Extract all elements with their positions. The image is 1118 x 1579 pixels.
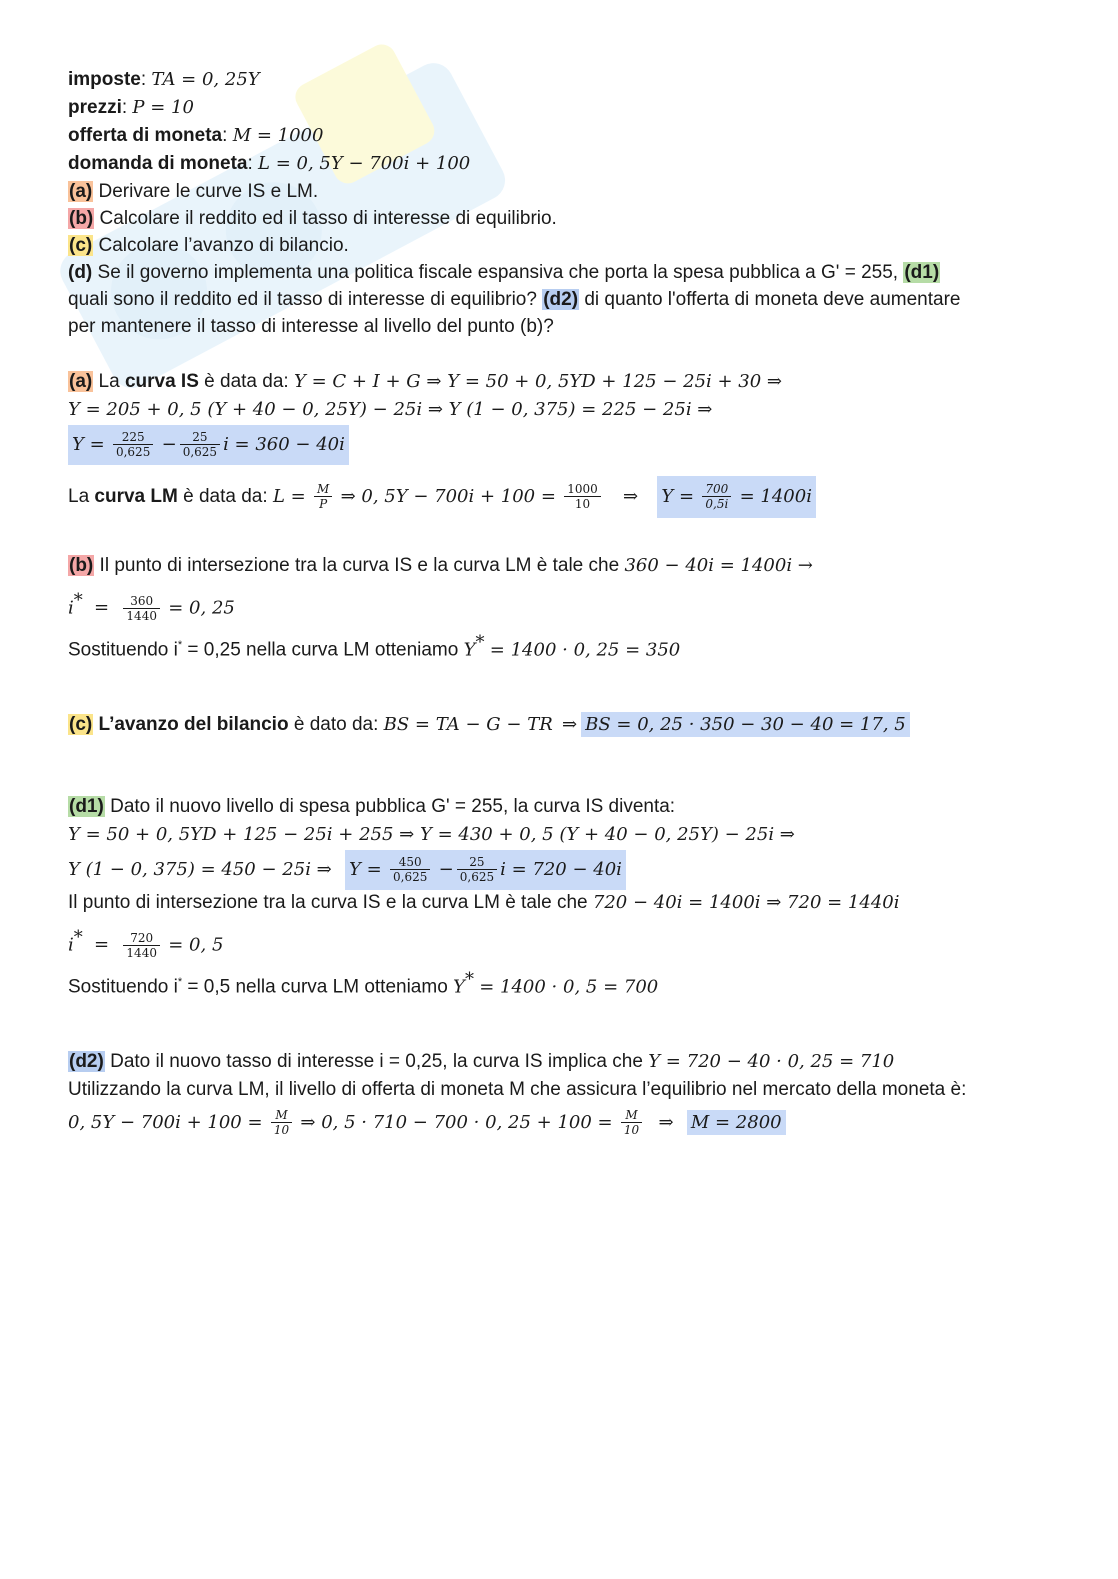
sol-b-y-star: Sostituendo i* = 0,25 nella curva LM otteniamo Y* = 1400 · 0, 25 = 350 — [68, 632, 681, 661]
sol-d2-line1: (d2) Dato il nuovo tasso di interesse i = 0,25, la curva IS implica che Y = 720 − 40 · 0, 25 = 710 — [69, 1051, 895, 1072]
sol-d1-line2: Y = 50 + 0, 5YD + 125 − 25i + 255 ⇒ Y = 430 + 0, 5 (Y + 40 − 0, 25Y) − 25i ⇒ — [68, 824, 795, 845]
sol-d1-i-star: i* = $\frac{720}{1440}$ = 0, 5 — [68, 927, 224, 960]
given-domanda: domanda di moneta: L = 0, 5Y − 700i + 100 — [68, 153, 471, 174]
question-d-line2: quali sono il reddito ed il tasso di interesse di equilibrio? (d2) di quanto l'offerta di moneta deve aumentare — [68, 289, 961, 310]
question-a: (a) Derivare le curve IS e LM. — [69, 181, 319, 202]
given-imposte: imposte: TA = 0, 25Y — [68, 69, 260, 90]
question-c: (c) Calcolare l’avanzo di bilancio. — [69, 235, 349, 256]
sol-a-is-result: Y = $\frac{225}{0,625}$ − $\frac{25}{0,625}$ i = 360 − 40i — [68, 425, 349, 461]
given-offerta: offerta di moneta: M = 1000 — [68, 125, 324, 146]
sol-d2-eq: 0, 5Y − 700i + 100 = $\frac{M}{10}$ ⇒ 0, 5 · 710 − 700 · 0, 25 + 100 = $\frac{M}{10}$ ⇒ M = 2800 — [68, 1104, 786, 1142]
sol-a-lm: La curva LM è data da: L = $\frac{M}{P}$ ⇒ 0, 5Y − 700i + 100 = $\frac{1000}{10}$ ⇒ Y = $\frac{700}{0,5i}$ = 1400i — [68, 476, 816, 514]
given-prezzi: prezzi: P = 10 — [68, 97, 194, 118]
sol-b-line1: (b) Il punto di intersezione tra la curva IS e la curva LM è tale che 360 − 40i = 1400i → — [69, 555, 813, 576]
sol-b-i-star: i* = $\frac{360}{1440}$ = 0, 25 — [68, 590, 235, 623]
sol-c: (c) L’avanzo del bilancio è dato da: BS = TA − G − TR ⇒ BS = 0, 25 · 350 − 30 − 40 = 17, 5 — [68, 712, 910, 738]
sol-a-line2: Y = 205 + 0, 5 (Y + 40 − 0, 25Y) − 25i ⇒ Y (1 − 0, 375) = 225 − 25i ⇒ — [68, 399, 713, 420]
sol-d1-is: Y (1 − 0, 375) = 450 − 25i ⇒ Y = $\frac{450}{0,625}$ − $\frac{25}{0,625}$ i = 720 − 40i — [68, 850, 626, 886]
question-d-line3: per mantenere il tasso di interesse al livello del punto (b)? — [68, 316, 554, 337]
sol-d1-intersection: Il punto di intersezione tra la curva IS e la curva LM è tale che 720 − 40i = 1400i ⇒ 720 = 1440i — [68, 892, 900, 913]
sol-d1-line1: (d1) Dato il nuovo livello di spesa pubblica G' = 255, la curva IS diventa: — [69, 796, 676, 817]
question-b: (b) Calcolare il reddito ed il tasso di interesse di equilibrio. — [69, 208, 557, 229]
sol-d2-line2: Utilizzando la curva LM, il livello di offerta di moneta M che assicura l’equilibrio nel mercato della moneta è: — [68, 1079, 967, 1100]
question-d-line1: (d) Se il governo implementa una politica fiscale espansiva che porta la spesa pubblica a G' = 255, (d1) — [68, 262, 940, 283]
sol-a-line1: (a) La curva IS è data da: Y = C + I + G ⇒ Y = 50 + 0, 5YD + 125 − 25i + 30 ⇒ — [69, 371, 783, 392]
sol-d1-y-star: Sostituendo i* = 0,5 nella curva LM otteniamo Y* = 1400 · 0, 5 = 700 — [68, 969, 659, 998]
